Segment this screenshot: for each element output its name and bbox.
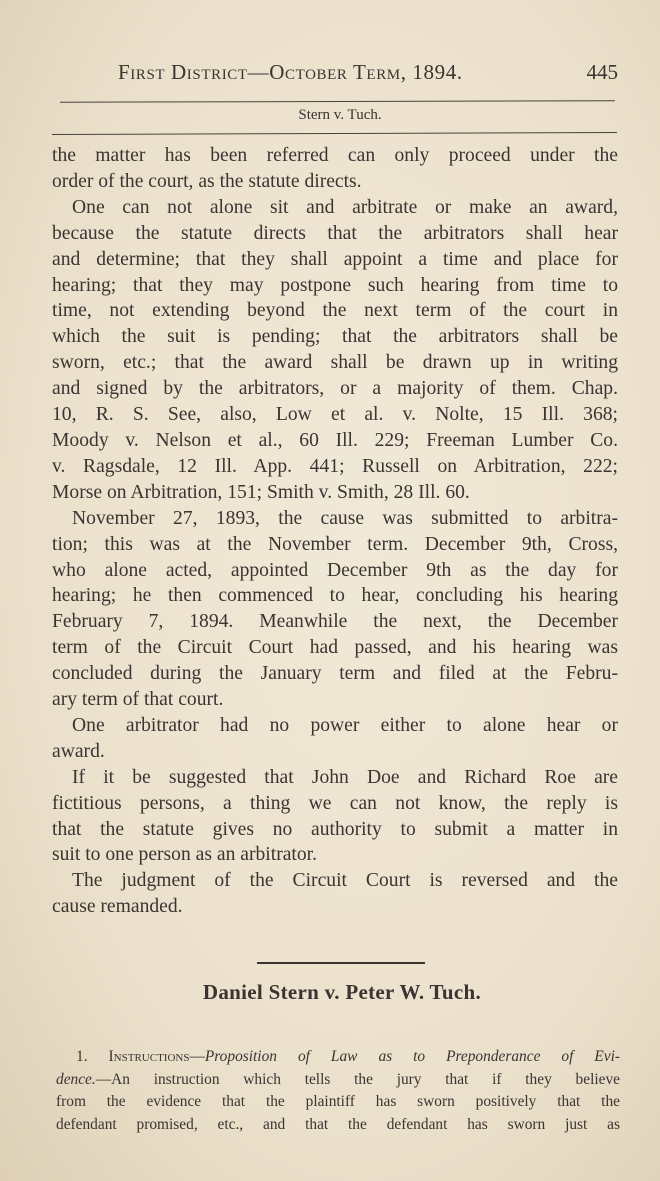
text-line: the matter has been referred can only proceed under the <box>52 145 618 166</box>
text-line: concluded during the January term and filed at the Febru- <box>52 663 618 685</box>
headnote-number: 1. <box>76 1048 88 1065</box>
text-line: If it be suggested that John Doe and Richard Roe are <box>72 766 618 788</box>
text-line: hearing; that they may postpone such hearing from time to <box>52 274 618 296</box>
text-line: who alone acted, appointed December 9th as the day for <box>52 559 618 581</box>
headnote-line: from the evidence that the plaintiff has sworn positively that the <box>56 1093 620 1110</box>
text-line: One arbitrator had no power either to alone hear or <box>72 714 618 736</box>
text-line: November 27, 1893, the cause was submitted to arbitra- <box>72 507 618 529</box>
text-line: fictitious persons, a thing we can not know, the reply is <box>52 792 618 814</box>
text-line: cause remanded. <box>52 896 183 918</box>
headnote-line: defendant promised, etc., and that the defendant has sworn just as <box>56 1115 620 1133</box>
running-header <box>118 60 618 90</box>
headnote-line <box>56 1069 620 1092</box>
case-title: Daniel Stern v. Peter W. Tuch. <box>202 980 482 1004</box>
text-line: time, not extending beyond the next term of the court in <box>52 300 618 322</box>
text-line: tion; this was at the November term. December 9th, Cross, <box>52 533 618 555</box>
headnote <box>56 1046 620 1136</box>
text-line: and signed by the arbitrators, or a majority of them. Chap. <box>52 378 618 400</box>
headnote-topic: Instructions <box>108 1048 190 1065</box>
text-line: award. <box>52 740 105 762</box>
text-line: One can not alone sit and arbitrate or make an award, <box>72 196 618 218</box>
text-line: that the statute gives no authority to submit a matter in <box>52 818 618 840</box>
headnote-proposition-cont: dence. <box>56 1070 96 1088</box>
text-line: hearing; he then commenced to hear, concluding his hearing <box>52 585 618 607</box>
page-number: 445 <box>586 60 618 84</box>
text-line: Morse on Arbitration, 151; Smith v. Smith, 28 Ill. 60. <box>52 481 470 503</box>
text-line: order of the court, as the statute directs. <box>52 170 362 192</box>
case-short-title: Stern v. Tuch. <box>298 107 382 123</box>
opinion-body <box>52 143 618 920</box>
section-separator <box>257 962 425 964</box>
text-line: February 7, 1894. Meanwhile the next, the December <box>52 611 618 633</box>
text-line: and determine; that they shall appoint a time and place for <box>52 248 618 270</box>
text-line: which the suit is pending; that the arbitrators shall be <box>52 326 618 348</box>
text-line: Moody v. Nelson et al., 60 Ill. 229; Freeman Lumber Co. <box>52 429 618 451</box>
headnote-line <box>56 1046 620 1069</box>
text-line: 10, R. S. See, also, Low et al. v. Nolte, 15 Ill. 368; <box>52 404 618 426</box>
headnote-text: —An instruction which tells the jury that if they believe <box>95 1070 620 1088</box>
text-line: because the statute directs that the arbitrators shall hear <box>52 222 618 244</box>
text-line: suit to one person as an arbitrator. <box>52 844 317 866</box>
header-rule-top <box>60 100 615 102</box>
text-line: term of the Circuit Court had passed, and his hearing was <box>52 637 618 659</box>
text-line: sworn, etc.; that the award shall be drawn up in writing <box>52 352 618 374</box>
text-line: The judgment of the Circuit Court is reversed and the <box>72 870 618 892</box>
header-rule-bottom <box>52 132 617 135</box>
running-title: First District—October Term, 1894. <box>118 60 463 84</box>
text-line: ary term of that court. <box>52 689 224 711</box>
headnote-dash: — <box>189 1048 205 1065</box>
headnote-proposition: Proposition of Law as to Preponderance of Evi- <box>204 1048 620 1065</box>
text-line: v. Ragsdale, 12 Ill. App. 441; Russell on Arbitration, 222; <box>52 455 618 477</box>
